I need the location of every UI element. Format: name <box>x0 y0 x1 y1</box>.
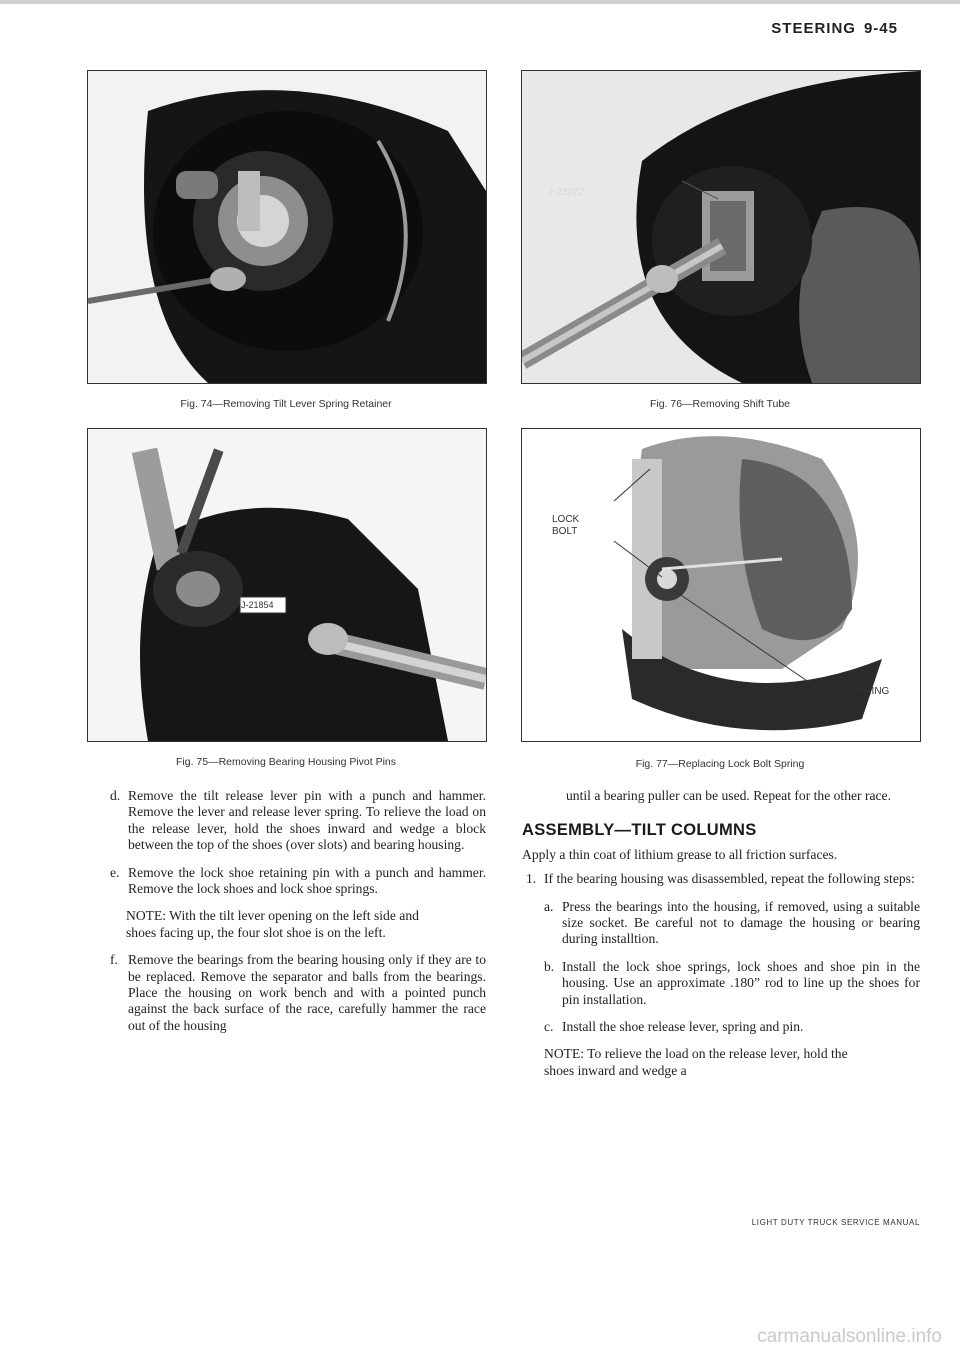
right-column <box>522 788 920 1090</box>
step-marker: 1. <box>526 871 537 887</box>
item-text: Remove the tilt release lever pin with a punch and hammer. Remove the lever and release lever spring. To relieve the load on the release lever, hold the shoes inward and wedge a block between the top of the shoes (over slots) and bearing housing. <box>128 788 486 853</box>
figure-74-caption: Fig. 74—Removing Tilt Lever Spring Retainer <box>180 398 392 410</box>
item-marker: c. <box>544 1019 554 1035</box>
watermark-text: carmanualsonline.info <box>757 1326 942 1347</box>
list-item <box>110 788 486 854</box>
tool-label-j21854: J-21854 <box>241 600 274 610</box>
list-item <box>110 865 486 898</box>
label-spring: SPRING <box>851 686 890 697</box>
left-column <box>110 788 486 1045</box>
list-item <box>544 1019 920 1035</box>
item-text: Remove the bearings from the bearing housing only if they are to be replaced. Remove the separator and balls from the bearings. Place the housing on work bench and with a pointed punch against the back surface of the race, carefully hammer the race out of the housing <box>128 952 486 1033</box>
step-1 <box>526 871 920 887</box>
list-item <box>544 959 920 1008</box>
figure-77-caption: Fig. 77—Replacing Lock Bolt Spring <box>635 758 805 770</box>
list-item <box>544 899 920 948</box>
continuation-text: until a bearing puller can be used. Repeat for the other race. <box>566 788 891 803</box>
section-title: STEERING <box>771 20 856 37</box>
list-item <box>110 952 486 1034</box>
top-rule <box>0 0 960 4</box>
tool-label-j23072: J-23072 <box>548 187 585 198</box>
note-text: NOTE: With the tilt lever opening on the left side and shoes facing up, the four slot shoe is on the left. <box>126 908 419 940</box>
item-text: Install the lock shoe springs, lock shoes and shoe pin in the housing. Use an approximate .180” rod to line up the shoes for pin installation. <box>562 958 920 1007</box>
label-bolt: BOLT <box>552 526 578 537</box>
page-number: 9-45 <box>863 20 898 37</box>
label-lock: LOCK <box>552 514 580 525</box>
page-header <box>771 20 898 37</box>
item-text: Install the shoe release lever, spring and pin. <box>562 1019 804 1035</box>
figure-76-caption: Fig. 76—Removing Shift Tube <box>649 398 791 410</box>
item-marker: d. <box>110 788 121 803</box>
figure-74-photo <box>87 70 487 384</box>
note-text: NOTE: To relieve the load on the release lever, hold the shoes inward and wedge a <box>544 1046 848 1078</box>
section-heading: ASSEMBLY—TILT COLUMNS <box>522 821 757 840</box>
figure-76-photo <box>521 70 921 384</box>
substep-list <box>544 899 920 1080</box>
item-text: Remove the lock shoe retaining pin with a punch and hammer. Remove the lock shoes and lock shoe springs. <box>128 864 486 897</box>
item-marker: f. <box>110 952 118 968</box>
step-text: If the bearing housing was disassembled, repeat the following steps: <box>544 871 915 887</box>
item-marker: e. <box>110 864 120 880</box>
figure-75-caption: Fig. 75—Removing Bearing Housing Pivot Pins <box>175 756 397 768</box>
intro-text: Apply a thin coat of lithium grease to all friction surfaces. <box>522 846 838 862</box>
item-marker: b. <box>544 958 555 974</box>
item-text: Press the bearings into the housing, if removed, using a suitable size socket. Be careful not to damage the housing or bearing during installtion. <box>562 898 920 947</box>
figure-75-photo <box>87 428 487 742</box>
page-footer: LIGHT DUTY TRUCK SERVICE MANUAL <box>751 1218 920 1227</box>
item-marker: a. <box>544 898 554 914</box>
